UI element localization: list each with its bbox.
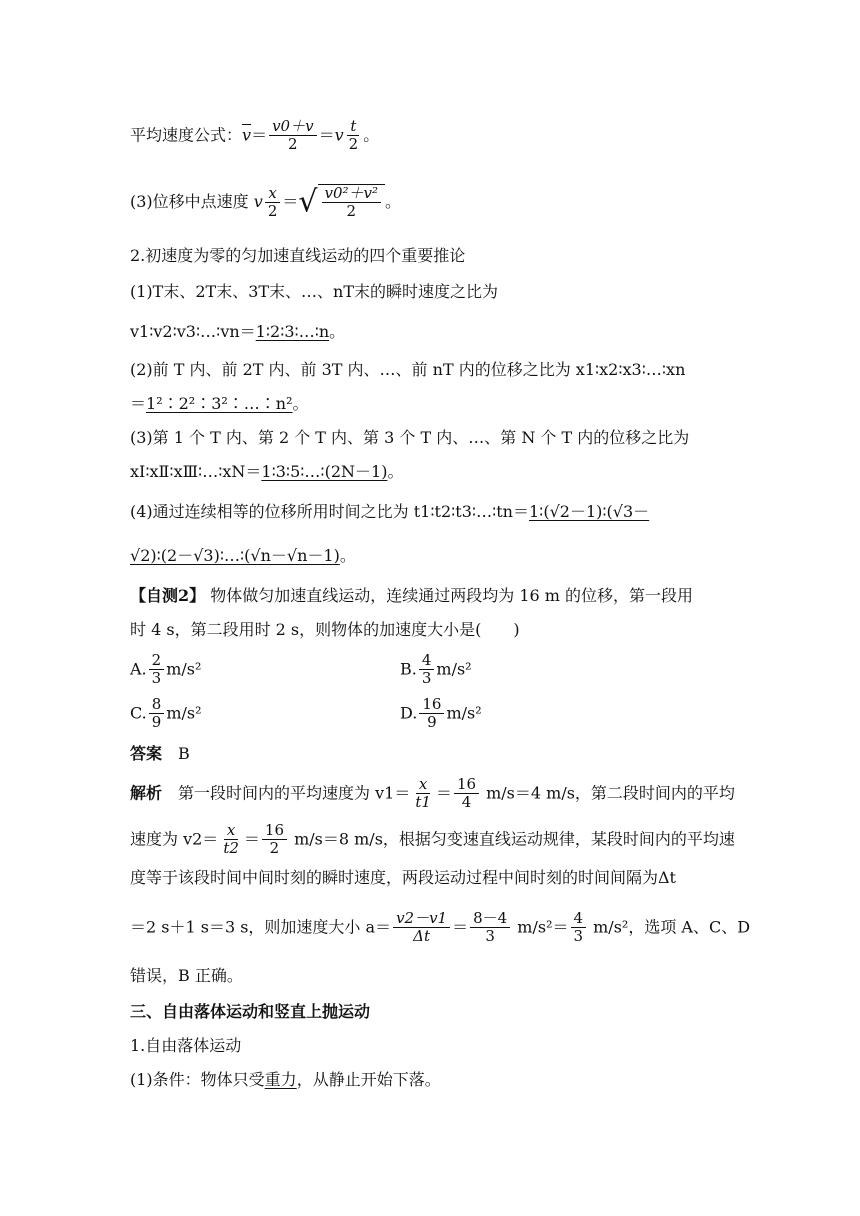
frac-den: 3 <box>151 669 162 688</box>
fraction <box>470 910 510 946</box>
eq: ＝ <box>452 917 469 937</box>
frac-num: x <box>224 822 238 840</box>
frac-num: x <box>265 185 279 203</box>
frac-num: 8－4 <box>470 910 510 928</box>
answer-blank: 1²∶2²∶3²∶…∶n² <box>146 394 293 413</box>
frac-den: Δt <box>413 927 431 946</box>
text: ＝2 s＋1 s＝3 s，则加速度大小 a＝ <box>130 917 392 937</box>
text: xⅠ∶xⅡ∶xⅢ∶…∶xN＝ <box>130 462 262 481</box>
fraction <box>220 822 242 858</box>
point-1-a: (1)T末、2T末、3T末、…、nT末的瞬时速度之比为 <box>130 282 499 301</box>
frac-den: 9 <box>427 713 437 732</box>
frac-num: 4 <box>419 652 435 670</box>
frac-num: v0＋v <box>269 118 317 136</box>
condition-line <box>130 1070 441 1089</box>
frac-den: 2 <box>267 201 278 220</box>
unit: m/s² <box>166 659 202 679</box>
text: m/s²＝ <box>512 917 569 937</box>
section-3-heading: 三、自由落体运动和竖直上抛运动 <box>130 1002 371 1021</box>
option-letter: A. <box>130 659 147 679</box>
point-2-b <box>130 394 309 413</box>
unit: m/s² <box>166 703 202 723</box>
frac-num: x <box>416 776 430 794</box>
fraction <box>412 776 434 812</box>
solution-line-3: 度等于该段时间中间时刻的瞬时速度，两段运动过程中间时刻的时间间隔为Δt <box>130 868 676 887</box>
end: 。 <box>363 125 380 145</box>
fraction <box>346 118 362 154</box>
unit: m/s² <box>446 703 482 723</box>
fraction <box>322 185 382 221</box>
fraction <box>262 822 287 858</box>
sqrt-body <box>318 184 386 221</box>
point-1-b <box>130 322 345 341</box>
point-3-a: (3)第 1 个 T 内、第 2 个 T 内、第 3 个 T 内、…、第 N 个 T 内的位移之比为 <box>130 428 690 447</box>
answer-label: 答案 <box>130 744 163 763</box>
text: ，从静止开始下落。 <box>296 1070 441 1089</box>
heading-2: 2.初速度为零的匀加速直线运动的四个重要推论 <box>130 246 466 265</box>
text: 第一段时间内的平均速度为 v1＝ <box>178 783 411 803</box>
frac-den: 4 <box>461 793 472 812</box>
frac-num: 4 <box>571 910 587 928</box>
v-bar: $\overline{v}$ <box>242 125 252 145</box>
fraction <box>269 118 317 154</box>
frac-den: 2 <box>348 135 359 154</box>
text: 。 <box>387 462 404 481</box>
frac-den: t2 <box>223 839 239 858</box>
question-tag: 【自测2】 <box>130 586 206 605</box>
answer-blank: √2)∶(2－√3)∶…∶(√n－√n－1) <box>130 546 340 565</box>
solution-line-1 <box>130 776 735 812</box>
frac-num: 16 <box>454 776 479 794</box>
point-4-b <box>130 546 356 565</box>
frac-den: 3 <box>485 927 495 946</box>
option-a <box>130 652 201 688</box>
option-letter: B. <box>400 659 417 679</box>
frac-den: 3 <box>573 927 584 946</box>
frac-num: v0²＋v² <box>322 185 382 203</box>
frac-den: 2 <box>346 202 357 221</box>
text: (1)条件：物体只受 <box>130 1070 265 1089</box>
end: 。 <box>385 191 402 211</box>
v: v <box>253 191 263 211</box>
frac-num: 16 <box>419 696 444 714</box>
fraction <box>149 696 165 732</box>
solution-line-4 <box>130 910 750 946</box>
fraction <box>149 652 165 688</box>
avg-velocity-formula: 平均速度公式：$\overline{v}=$ $\frac{v0+v}{2}$ ＝v $\frac{t}{2}$ 。 <box>130 117 380 154</box>
eq: ＝ <box>243 829 260 849</box>
solution-line-2 <box>130 822 735 858</box>
option-c <box>130 696 202 732</box>
solution-label: 解析 <box>130 783 163 803</box>
option-letter: D. <box>400 703 418 723</box>
eq: ＝ <box>435 783 452 803</box>
sqrt-symbol: √ <box>298 184 318 220</box>
frac-den: 9 <box>151 713 162 732</box>
point-3-b <box>130 462 403 481</box>
unit: m/s² <box>436 659 472 679</box>
eq: ＝ <box>318 125 335 145</box>
point-2-a: (2)前 T 内、前 2T 内、前 3T 内、…、前 nT 内的位移之比为 x1∶x2∶x3∶…∶xn <box>130 360 686 379</box>
frac-den: 3 <box>421 669 432 688</box>
question-line-1 <box>130 586 693 605</box>
option-d <box>400 696 482 732</box>
answer-line <box>130 744 190 763</box>
fraction <box>419 696 444 732</box>
text: m/s²，选项 A、C、D <box>588 917 751 937</box>
frac-num: v2－v1 <box>393 910 450 928</box>
frac-num: 16 <box>262 822 287 840</box>
text: 。 <box>292 394 309 413</box>
fraction <box>419 652 435 688</box>
formula-label: 平均速度公式： <box>130 125 243 145</box>
point-4-a <box>130 502 649 521</box>
frac-den: t1 <box>415 793 431 812</box>
frac-den: 2 <box>288 135 298 154</box>
mid-displacement-formula <box>130 184 401 221</box>
text: 。 <box>329 322 346 341</box>
frac-num: t <box>347 118 359 136</box>
text: 。 <box>339 546 356 565</box>
eq: ＝ <box>282 191 299 211</box>
fraction <box>571 910 587 946</box>
question-text: 物体做匀加速直线运动，连续通过两段均为 16 m 的位移，第一段用 <box>210 586 694 605</box>
text: 速度为 v2＝ <box>130 829 219 849</box>
option-b <box>400 652 472 688</box>
section-3-1-heading: 1.自由落体运动 <box>130 1036 242 1055</box>
solution-line-5: 错误，B 正确。 <box>130 966 243 985</box>
question-line-2: 时 4 s，第二段用时 2 s，则物体的加速度大小是( ) <box>130 620 520 639</box>
formula-label: (3)位移中点速度 <box>130 191 249 211</box>
answer-blank: 重力 <box>264 1070 297 1089</box>
option-letter: C. <box>130 703 147 723</box>
text: ＝ <box>130 394 147 413</box>
answer-blank: 1∶2∶3∶…∶n <box>255 322 330 341</box>
frac-num: 8 <box>149 696 165 714</box>
answer-blank: 1∶(√2－1)∶(√3－ <box>528 502 650 521</box>
fraction <box>454 776 479 812</box>
text: (4)通过连续相等的位移所用时间之比为 t1∶t2∶t3∶…∶tn＝ <box>130 502 529 521</box>
text: v1∶v2∶v3∶…∶vn＝ <box>130 322 256 341</box>
frac-num: 2 <box>149 652 165 670</box>
fraction <box>393 910 450 946</box>
answer-blank: 1∶3∶5∶…∶(2N－1) <box>261 462 388 481</box>
frac-den: 2 <box>269 839 280 858</box>
answer-value: B <box>178 744 190 763</box>
text: m/s＝4 m/s，第二段时间内的平均 <box>481 783 735 803</box>
text: m/s＝8 m/s，根据匀变速直线运动规律，某段时间内的平均速 <box>289 829 735 849</box>
v: v <box>334 125 344 145</box>
fraction <box>265 185 281 221</box>
